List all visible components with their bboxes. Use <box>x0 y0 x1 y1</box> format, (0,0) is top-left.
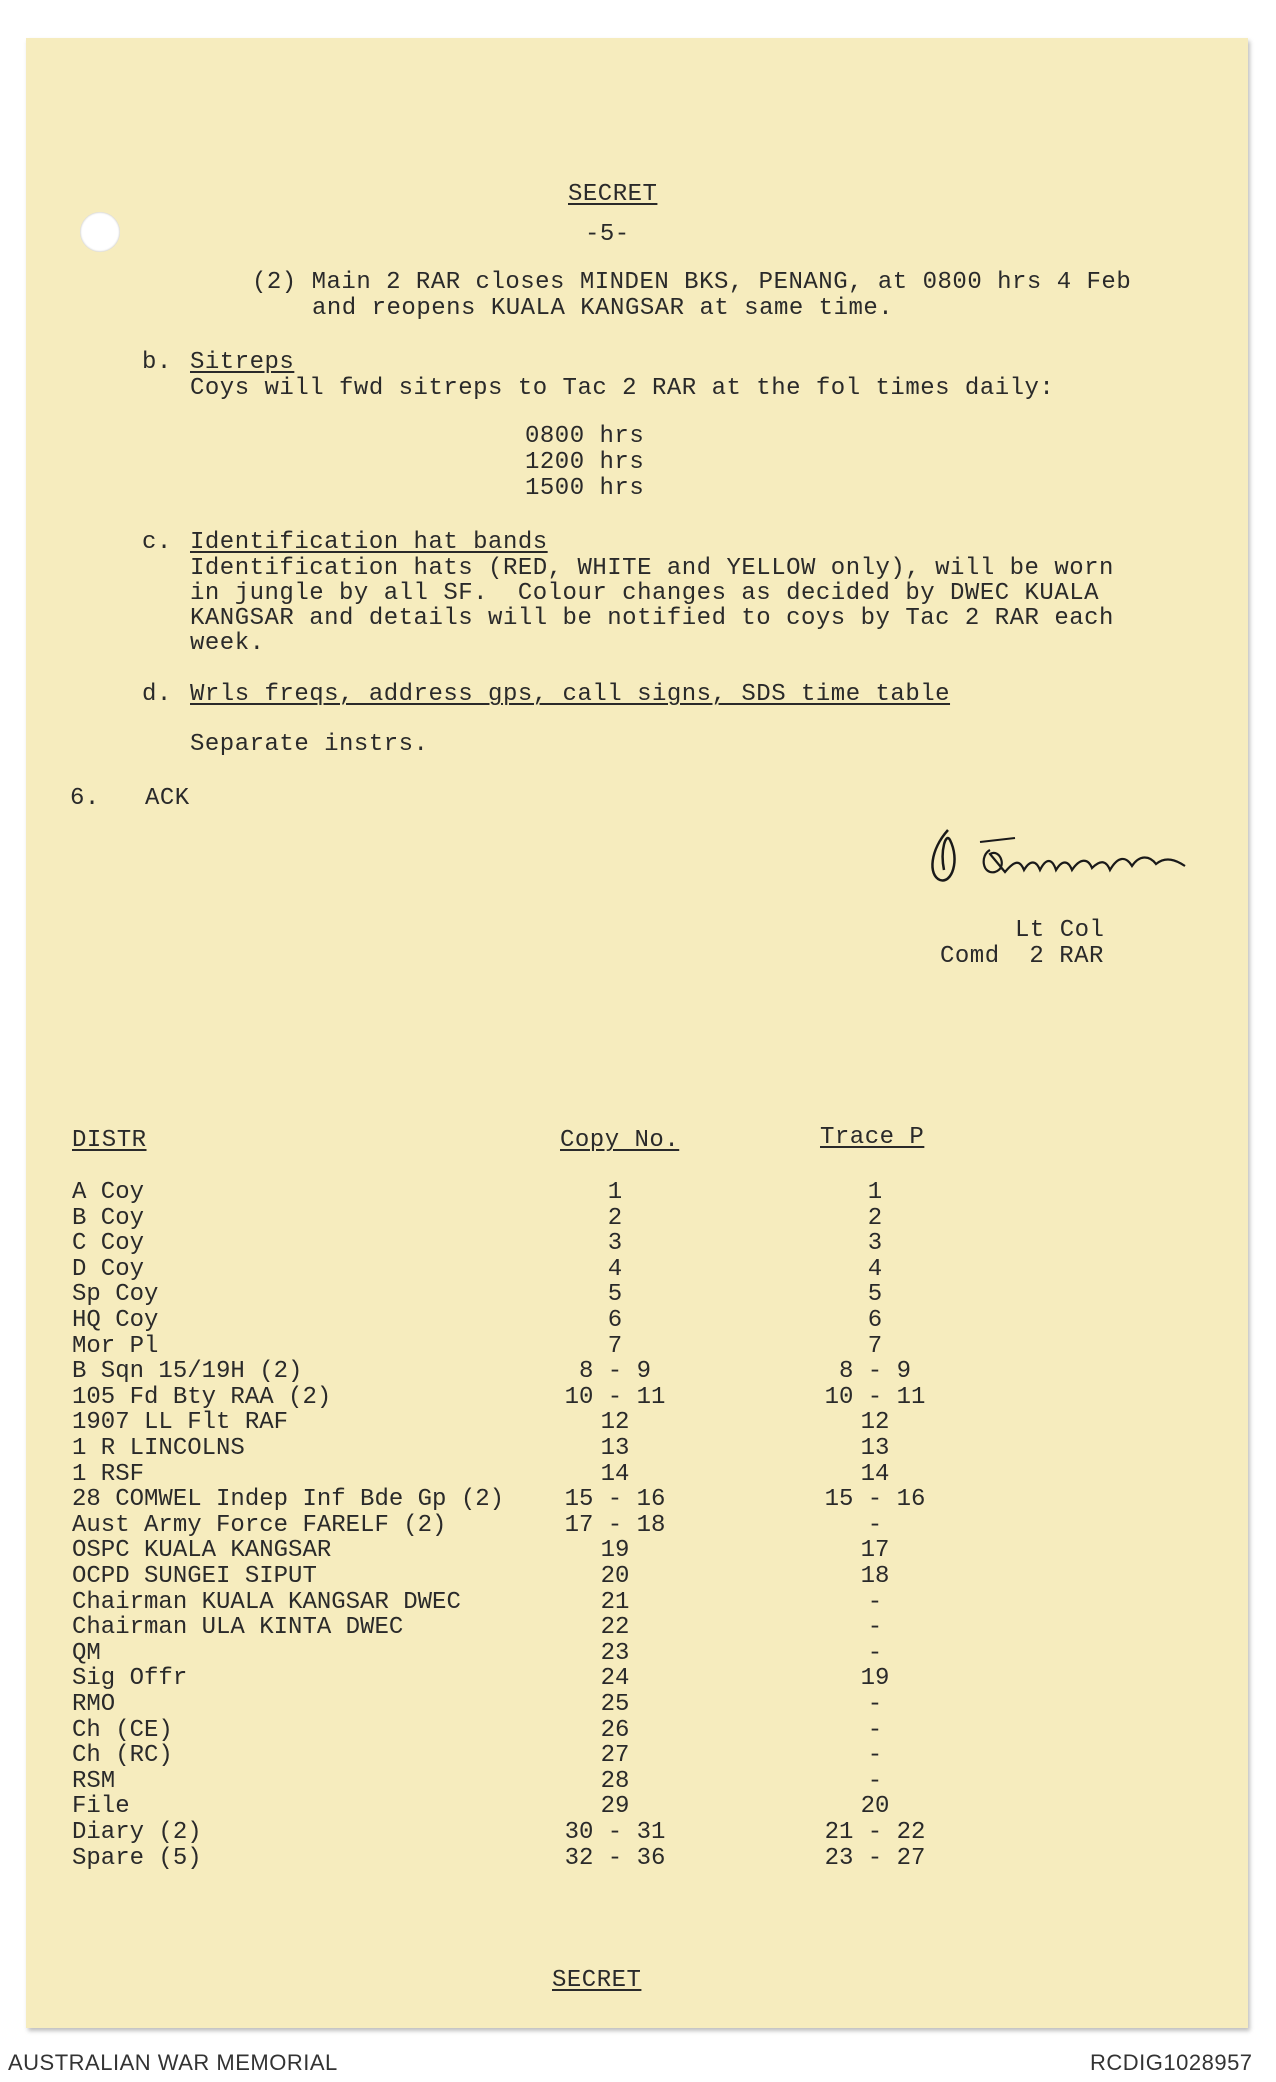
hatbands-line: in jungle by all SF. Colour changes as decided by DWEC KUALA <box>190 580 1100 607</box>
cell-recipient: RSM <box>72 1768 116 1795</box>
cell-trace-p: 19 <box>860 1665 890 1692</box>
cell-trace-p: - <box>867 1640 883 1667</box>
signature-rank: Lt Col <box>1015 917 1105 944</box>
cell-recipient: 1 R LINCOLNS <box>72 1435 245 1462</box>
cell-recipient: A Coy <box>72 1179 145 1206</box>
cell-copy-no: 12 <box>600 1409 630 1436</box>
wrls-heading: Wrls freqs, address gps, call signs, SDS time table <box>190 681 951 708</box>
cell-recipient: HQ Coy <box>72 1307 159 1334</box>
cell-trace-p: 20 <box>860 1793 890 1820</box>
cell-copy-no: 25 <box>600 1691 630 1718</box>
cell-recipient: Ch (CE) <box>72 1717 173 1744</box>
cell-trace-p: 14 <box>860 1461 890 1488</box>
cell-recipient: RMO <box>72 1691 116 1718</box>
cell-copy-no: 8 - 9 <box>578 1358 651 1385</box>
cell-trace-p: 1 <box>867 1179 883 1206</box>
cell-recipient: File <box>72 1793 130 1820</box>
sitrep-time: 0800 hrs <box>525 423 645 450</box>
para-2-line2: and reopens KUALA KANGSAR at same time. <box>312 295 894 322</box>
cell-trace-p: 23 - 27 <box>824 1845 926 1872</box>
trace-header: Trace P <box>820 1124 925 1151</box>
copy-no-header: Copy No. <box>560 1127 680 1154</box>
para-2-line1: (2) Main 2 RAR closes MINDEN BKS, PENANG, at 0800 hrs 4 Feb <box>252 269 1132 296</box>
cell-trace-p: 5 <box>867 1281 883 1308</box>
cell-recipient: B Sqn 15/19H (2) <box>72 1358 303 1385</box>
cell-trace-p: 21 - 22 <box>824 1819 926 1846</box>
cell-copy-no: 3 <box>607 1230 623 1257</box>
cell-copy-no: 28 <box>600 1768 630 1795</box>
classification-bottom: SECRET <box>552 1967 642 1994</box>
cell-trace-p: 8 - 9 <box>838 1358 911 1385</box>
cell-copy-no: 29 <box>600 1793 630 1820</box>
cell-trace-p: 4 <box>867 1256 883 1283</box>
cell-recipient: Chairman KUALA KANGSAR DWEC <box>72 1589 461 1616</box>
cell-copy-no: 24 <box>600 1665 630 1692</box>
cell-copy-no: 15 - 16 <box>564 1486 666 1513</box>
cell-copy-no: 5 <box>607 1281 623 1308</box>
cell-recipient: Spare (5) <box>72 1845 202 1872</box>
cell-trace-p: 6 <box>867 1307 883 1334</box>
cell-trace-p: 18 <box>860 1563 890 1590</box>
cell-copy-no: 22 <box>600 1614 630 1641</box>
distr-header: DISTR <box>72 1127 147 1154</box>
cell-copy-no: 2 <box>607 1205 623 1232</box>
cell-trace-p: - <box>867 1614 883 1641</box>
cell-trace-p: - <box>867 1512 883 1539</box>
sitrep-time: 1200 hrs <box>525 449 645 476</box>
ack-text: ACK <box>145 785 190 812</box>
hatbands-line: week. <box>190 630 265 657</box>
cell-trace-p: 17 <box>860 1537 890 1564</box>
cell-recipient: 1 RSF <box>72 1461 145 1488</box>
cell-recipient: QM <box>72 1640 101 1667</box>
cell-copy-no: 27 <box>600 1742 630 1769</box>
cell-copy-no: 26 <box>600 1717 630 1744</box>
sitreps-text: Coys will fwd sitreps to Tac 2 RAR at the fol times daily: <box>190 375 1055 402</box>
cell-copy-no: 32 - 36 <box>564 1845 666 1872</box>
cell-trace-p: - <box>867 1742 883 1769</box>
hatbands-letter: c. <box>142 529 172 556</box>
cell-recipient: Aust Army Force FARELF (2) <box>72 1512 447 1539</box>
cell-recipient: Mor Pl <box>72 1333 159 1360</box>
cell-copy-no: 17 - 18 <box>564 1512 666 1539</box>
cell-recipient: B Coy <box>72 1205 145 1232</box>
cell-recipient: 105 Fd Bty RAA (2) <box>72 1384 332 1411</box>
signature-appointment: Comd 2 RAR <box>940 943 1104 970</box>
cell-trace-p: 10 - 11 <box>824 1384 926 1411</box>
cell-recipient: C Coy <box>72 1230 145 1257</box>
cell-trace-p: 3 <box>867 1230 883 1257</box>
cell-copy-no: 23 <box>600 1640 630 1667</box>
ack-number: 6. <box>70 785 100 812</box>
cell-trace-p: 2 <box>867 1205 883 1232</box>
cell-copy-no: 30 - 31 <box>564 1819 666 1846</box>
cell-copy-no: 13 <box>600 1435 630 1462</box>
cell-copy-no: 10 - 11 <box>564 1384 666 1411</box>
cell-trace-p: - <box>867 1589 883 1616</box>
cell-recipient: 28 COMWEL Indep Inf Bde Gp (2) <box>72 1486 505 1513</box>
cell-recipient: 1907 LL Flt RAF <box>72 1409 289 1436</box>
cell-trace-p: 7 <box>867 1333 883 1360</box>
cell-trace-p: - <box>867 1768 883 1795</box>
cell-recipient: Diary (2) <box>72 1819 202 1846</box>
cell-copy-no: 4 <box>607 1256 623 1283</box>
handwritten-signature <box>920 820 1210 900</box>
hatbands-line: KANGSAR and details will be notified to coys by Tac 2 RAR each <box>190 605 1114 632</box>
cell-recipient: Chairman ULA KINTA DWEC <box>72 1614 404 1641</box>
sitreps-letter: b. <box>142 349 172 376</box>
footer-id: RCDIG1028957 <box>1090 2050 1253 2075</box>
cell-recipient: OSPC KUALA KANGSAR <box>72 1537 332 1564</box>
cell-trace-p: 12 <box>860 1409 890 1436</box>
cell-recipient: Sig Offr <box>72 1665 188 1692</box>
cell-copy-no: 7 <box>607 1333 623 1360</box>
cell-copy-no: 20 <box>600 1563 630 1590</box>
cell-copy-no: 1 <box>607 1179 623 1206</box>
punch-hole <box>80 212 120 252</box>
cell-copy-no: 6 <box>607 1307 623 1334</box>
cell-copy-no: 21 <box>600 1589 630 1616</box>
cell-trace-p: - <box>867 1691 883 1718</box>
cell-trace-p: - <box>867 1717 883 1744</box>
cell-copy-no: 14 <box>600 1461 630 1488</box>
hatbands-heading: Identification hat bands <box>190 529 548 556</box>
cell-recipient: Ch (RC) <box>72 1742 173 1769</box>
cell-recipient: OCPD SUNGEI SIPUT <box>72 1563 317 1590</box>
cell-recipient: D Coy <box>72 1256 145 1283</box>
cell-trace-p: 13 <box>860 1435 890 1462</box>
wrls-text: Separate instrs. <box>190 731 429 758</box>
cell-trace-p: 15 - 16 <box>824 1486 926 1513</box>
sitreps-heading: Sitreps <box>190 349 295 376</box>
classification-top: SECRET <box>568 181 658 208</box>
cell-copy-no: 19 <box>600 1537 630 1564</box>
footer-source: AUSTRALIAN WAR MEMORIAL <box>8 2050 338 2075</box>
page-number: -5- <box>585 221 630 248</box>
wrls-letter: d. <box>142 681 172 708</box>
sitrep-time: 1500 hrs <box>525 475 645 502</box>
cell-recipient: Sp Coy <box>72 1281 159 1308</box>
hatbands-line: Identification hats (RED, WHITE and YELLOW only), will be worn <box>190 555 1114 582</box>
